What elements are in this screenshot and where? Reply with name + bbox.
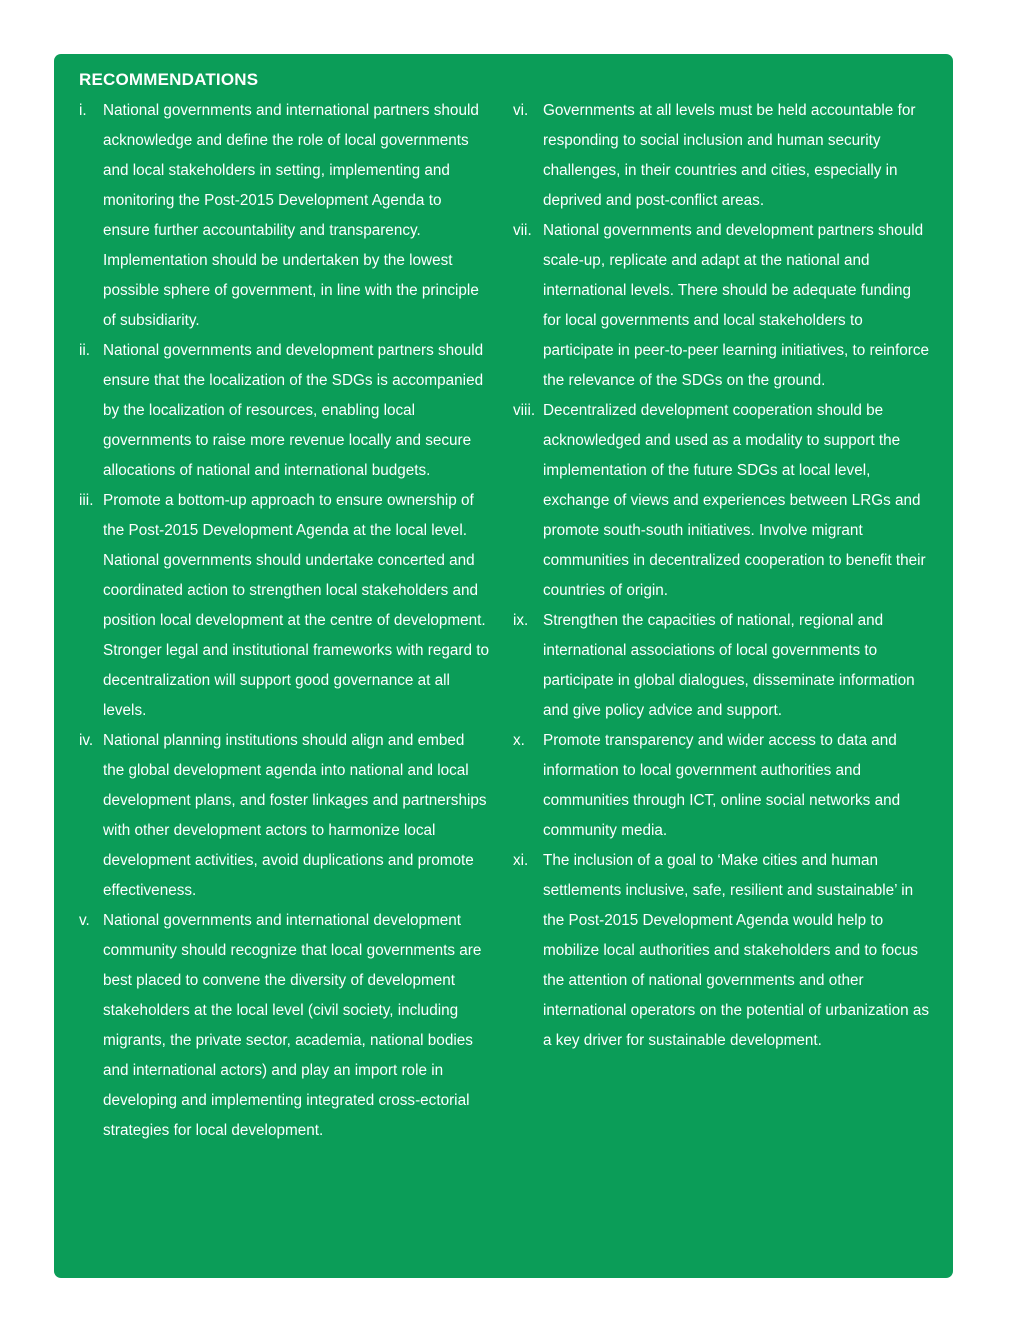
item-text: National governments and international development community should recognize that local governments are best placed to convene the diversity of development stakeholders at the local level (civil society, including migrants, the private sector, academia, national bodies and international actors) and play an import role in developing and implementing integrated cross-ectorial strategies for local development. (103, 912, 482, 1139)
item-number: viii. (513, 402, 536, 419)
item-text: Strengthen the capacities of national, regional and international associations of local governments to participate in global dialogues, disseminate information and give policy advice and support. (543, 612, 915, 719)
recommendations-panel (54, 54, 953, 1278)
item-number: x. (513, 732, 525, 749)
item-number: ix. (513, 612, 529, 629)
item-number: vii. (513, 222, 532, 239)
item-text: The inclusion of a goal to ‘Make cities and human settlements inclusive, safe, resilient and sustainable’ in the Post-2015 Development Agenda would help to mobilize local authorities and stakeholders and to focus the attention of national governments and other international operators on the potential of urbanization as a key driver for sustainable development. (543, 852, 930, 1049)
item-number: ii. (79, 342, 91, 359)
item-text: National governments and international partners should acknowledge and define the role of local governments and local stakeholders in setting, implementing and monitoring the Post-2015 Development Agenda to ensure further accountability and transparency. Implementation should be undertaken by the lowest possible sphere of government, in line with the principle of subsidiarity. (103, 102, 479, 329)
item-number: iv. (79, 732, 94, 749)
recommendation-item (79, 96, 489, 336)
item-number: i. (79, 102, 87, 119)
recommendations-list-right (513, 96, 933, 1056)
recommendation-item (513, 396, 933, 606)
item-number: vi. (513, 102, 529, 119)
recommendation-item (79, 336, 489, 486)
recommendation-item (513, 726, 933, 846)
recommendations-list-left (79, 96, 489, 1146)
recommendation-item (513, 606, 933, 726)
item-text: Promote transparency and wider access to data and information to local government authorities and communities through ICT, online social networks and community media. (543, 732, 901, 839)
item-text: National planning institutions should align and embed the global development agenda into national and local development plans, and foster linkages and partnerships with other development actors to harmonize local development activities, avoid duplications and promote effectiveness. (103, 732, 487, 899)
item-text: Decentralized development cooperation should be acknowledged and used as a modality to support the implementation of the future SDGs at local level, exchange of views and experiences between LRGs and promote south-south initiatives. Involve migrant communities in decentralized cooperation to benefit their countries of origin. (543, 402, 926, 599)
item-text: Promote a bottom-up approach to ensure ownership of the Post-2015 Development Agenda at the local level. National governments should undertake concerted and coordinated action to strengthen local stakeholders and position local development at the centre of development. Stronger legal and institutional frameworks with regard to decentralization will support good governance at all levels. (103, 492, 490, 719)
item-text: National governments and development partners should ensure that the localization of the SDGs is accompanied by the localization of resources, enabling local governments to raise more revenue locally and secure allocations of national and international budgets. (103, 342, 484, 479)
item-number: iii. (79, 492, 94, 509)
item-text: National governments and development partners should scale-up, replicate and adapt at the national and international levels. There should be adequate funding for local governments and local stakeholders to participate in peer-to-peer learning initiatives, to reinforce the relevance of the SDGs on the ground. (543, 222, 930, 389)
item-number: v. (79, 912, 90, 929)
item-text: Governments at all levels must be held accountable for responding to social inclusion and human security challenges, in their countries and cities, especially in deprived and post-conflict areas. (543, 102, 916, 209)
recommendation-item (79, 726, 489, 906)
recommendation-item (513, 216, 933, 396)
recommendation-item (79, 486, 489, 726)
item-number: xi. (513, 852, 529, 869)
recommendation-item (79, 906, 489, 1146)
recommendations-heading: RECOMMENDATIONS (79, 70, 259, 89)
recommendation-item (513, 846, 933, 1056)
recommendation-item (513, 96, 933, 216)
